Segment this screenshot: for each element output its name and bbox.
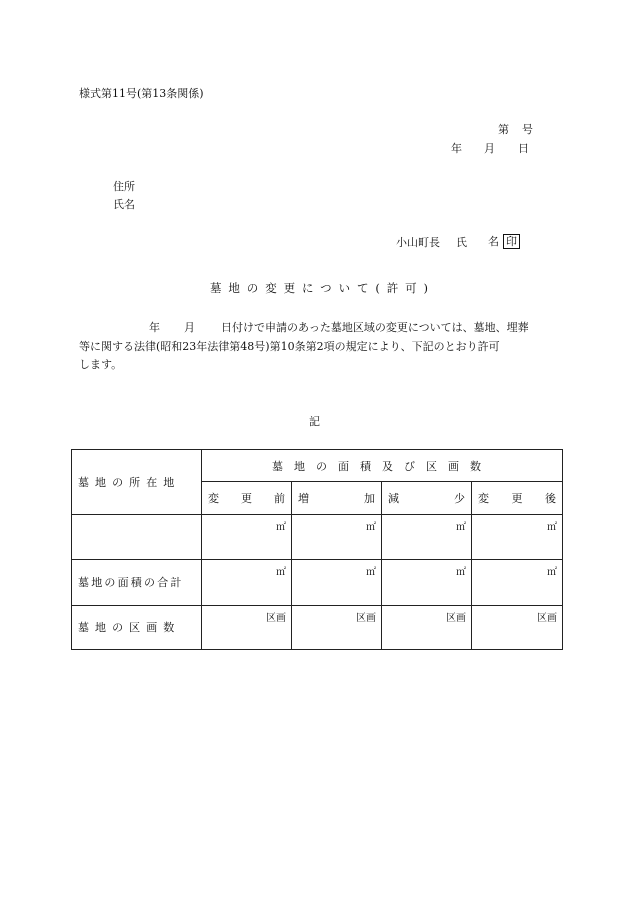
doc-title: 墓地の変更について(許可) bbox=[210, 281, 435, 295]
addressee-address-label: 住所 bbox=[113, 180, 135, 193]
area-increase-unit: ㎡ bbox=[292, 514, 382, 559]
plots-decrease-unit: 区画 bbox=[382, 605, 472, 649]
plot-count-label: 墓地の区画数 bbox=[72, 605, 202, 649]
body-line3: します。 bbox=[79, 358, 123, 371]
total-increase-unit: ㎡ bbox=[292, 560, 382, 605]
col-increase: 増 加 bbox=[292, 482, 382, 514]
cemetery-change-table bbox=[71, 449, 563, 650]
col-decrease: 減 少 bbox=[382, 482, 472, 514]
total-before-unit: ㎡ bbox=[202, 560, 292, 605]
ki-mark: 記 bbox=[309, 415, 320, 428]
area-decrease-unit: ㎡ bbox=[382, 514, 472, 559]
doc-number-go: 号 bbox=[522, 123, 533, 136]
total-after-unit: ㎡ bbox=[472, 560, 563, 605]
area-header: 墓地の面積及び区画数 bbox=[202, 450, 563, 482]
issuer-mei: 名 bbox=[488, 235, 499, 248]
col-before: 変 更 前 bbox=[202, 482, 292, 514]
total-area-label: 墓地の面積の合計 bbox=[72, 560, 202, 605]
body-year: 年 bbox=[149, 321, 160, 334]
date-day: 日 bbox=[518, 142, 529, 155]
date-year: 年 bbox=[451, 142, 462, 155]
location-value-cell bbox=[72, 514, 202, 559]
body-month: 月 bbox=[184, 321, 195, 334]
area-before-unit: ㎡ bbox=[202, 514, 292, 559]
issuer-shi: 氏 bbox=[456, 236, 467, 249]
plots-increase-unit: 区画 bbox=[292, 605, 382, 649]
issuer-mei-and-seal bbox=[488, 234, 520, 249]
body-line2: 等に関する法律(昭和23年法律第48号)第10条第2項の規定により、下記のとおり許可 bbox=[79, 340, 500, 353]
form-number: 様式第11号(第13条関係) bbox=[79, 87, 204, 100]
date-month: 月 bbox=[484, 142, 495, 155]
issuer-title: 小山町長 bbox=[396, 236, 440, 249]
doc-number-dai: 第 bbox=[498, 123, 509, 136]
area-after-unit: ㎡ bbox=[472, 514, 563, 559]
location-header: 墓地の所在地 bbox=[72, 450, 202, 515]
total-decrease-unit: ㎡ bbox=[382, 560, 472, 605]
body-line1: 日付けで申請のあった墓地区域の変更については、墓地、埋葬 bbox=[221, 321, 529, 334]
plots-before-unit: 区画 bbox=[202, 605, 292, 649]
addressee-name-label: 氏名 bbox=[113, 198, 135, 211]
seal-mark: 印 bbox=[503, 234, 520, 249]
col-after: 変 更 後 bbox=[472, 482, 563, 514]
plots-after-unit: 区画 bbox=[472, 605, 563, 649]
